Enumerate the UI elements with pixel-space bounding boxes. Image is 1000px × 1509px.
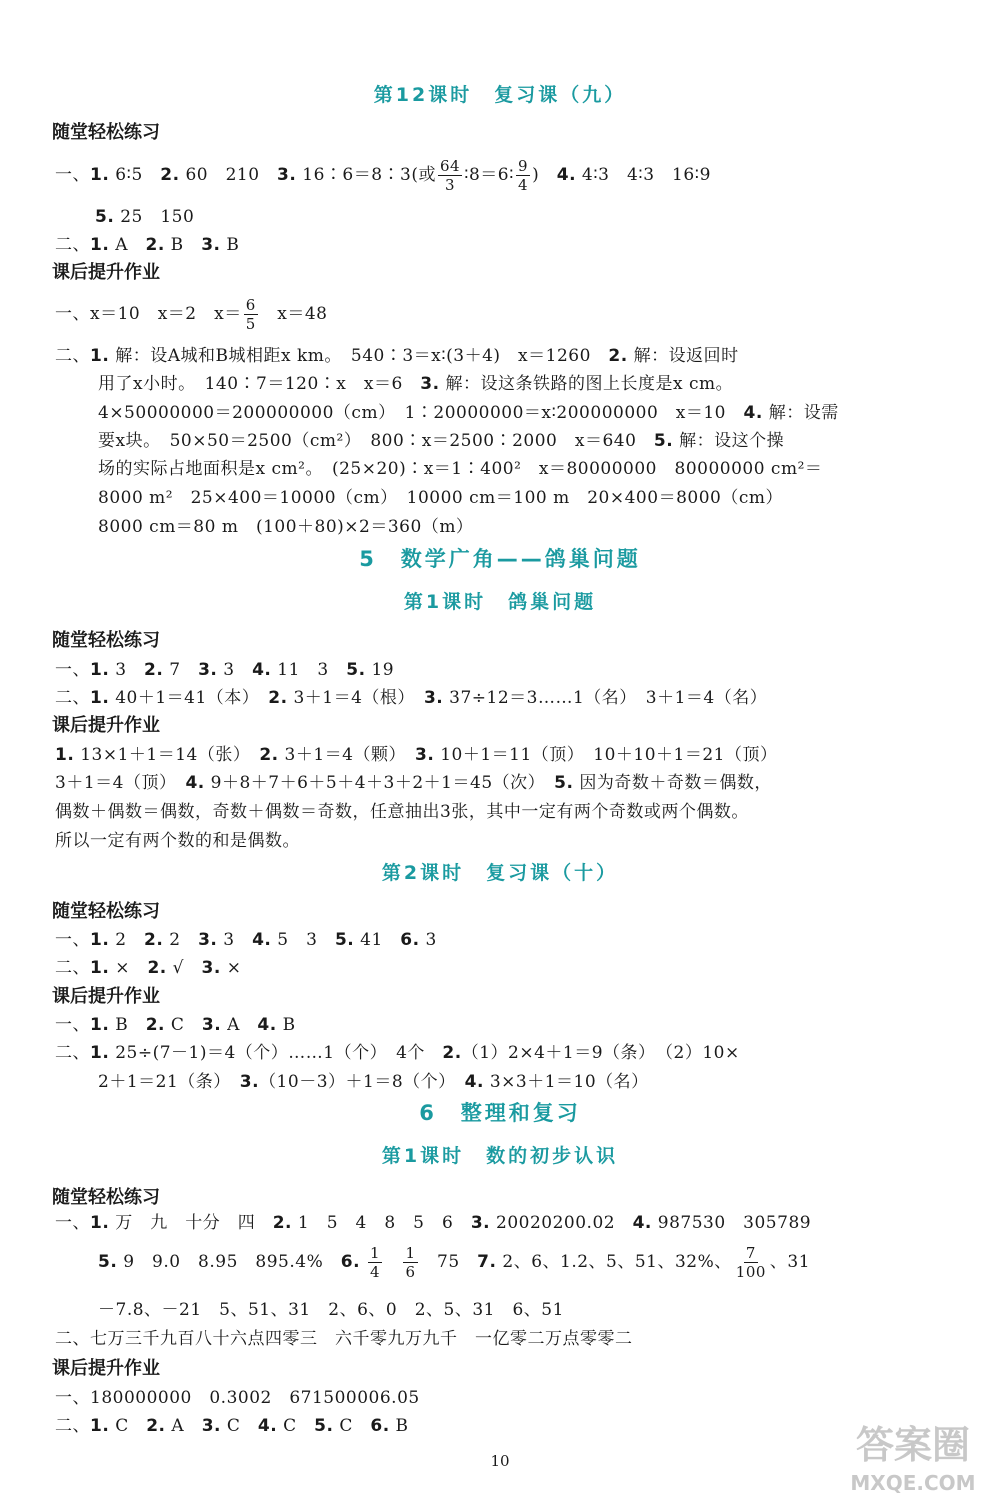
- answer-line: 二、1. × 2. √ 3. ×: [55, 958, 242, 978]
- fraction: $\frac{1}{4}$: [369, 1244, 380, 1281]
- page-number: 10: [490, 1452, 510, 1470]
- fraction: $\frac{6}{5}$: [245, 296, 256, 333]
- unit-title: 6 整理和复习: [419, 1101, 581, 1125]
- answer-line: 1. 13×1＋1＝14（张） 2. 3＋1＝4（颗） 3. 10＋1＝11（顶） 10＋10＋1＝21（顶）: [55, 745, 778, 765]
- answer-line: 二、1. A 2. B 3. B: [55, 235, 240, 255]
- answer-line: 一、1. 2 2. 2 3. 3 4. 5 3 5. 41 6. 3: [55, 930, 437, 950]
- answer-line: 二、七万三千九百八十六点四零三 六千零九万九千 一亿零二万点零零二: [55, 1329, 633, 1349]
- answer-line: 一、180000000 0.3002 671500006.05: [55, 1388, 420, 1408]
- answer-line: 二、1. 25÷(7－1)＝4（个）……1（个） 4个 2.（1）2×4＋1＝9（条） （2）10×: [55, 1043, 740, 1063]
- answer-line: 所以一定有两个数的和是偶数。: [55, 831, 300, 851]
- answer-line: 一、1. 万 九 十分 四 2. 1 5 4 8 5 6 3. 20020200.02 4. 987530 305789: [55, 1213, 812, 1233]
- section-heading: 随堂轻松练习: [52, 901, 160, 922]
- watermark-bottom-text: MXQE.COM: [850, 1471, 976, 1495]
- section-heading: 随堂轻松练习: [52, 1187, 160, 1208]
- fraction: $\frac{64}{3}$: [439, 157, 461, 194]
- answer-line: 一、1. 6∶5 2. 60 210 3. 16∶6＝8∶3(或 $\frac{64}{3}$ ∶8＝6∶ $\frac{9}{4}$ ) 4. 4∶3 4∶3 16∶9: [55, 157, 711, 194]
- answer-line: 一、1. 3 2. 7 3. 3 4. 11 3 5. 19: [55, 660, 395, 680]
- fraction: $\frac{9}{4}$: [518, 157, 529, 194]
- answer-line: 5. 9 9.0 8.95 895.4% 6. $\frac{1}{4}$ $\frac{1}{6}$ 75 7. 2、6、1.2、5、51、32%、 $\frac{7}{100}$ 、31: [98, 1244, 811, 1281]
- answer-line: 5. 25 150: [95, 207, 195, 227]
- watermark-top-text: 答案圈: [855, 1423, 971, 1467]
- answer-line: 8000 cm＝80 m (100＋80)×2＝360（m）: [98, 517, 474, 537]
- lesson-title: 第12课时 复习课（九）: [373, 84, 627, 106]
- answer-line: 二、1. 解：设A城和B城相距x km。 540∶3＝x∶(3＋4) x＝1260 2. 解：设返回时: [55, 346, 739, 366]
- section-heading: 随堂轻松练习: [52, 122, 160, 143]
- unit-title: 5 数学广角——鸽巢问题: [359, 547, 641, 571]
- answer-line: －7.8、－21 5、51、31 2、6、0 2、5、31 6、51: [98, 1300, 564, 1320]
- fraction: $\frac{7}{100}$: [735, 1244, 766, 1281]
- answer-line: 8000 m² 25×400＝10000（cm） 10000 cm＝100 m 20×400＝8000（cm）: [98, 488, 783, 508]
- section-heading: 随堂轻松练习: [52, 630, 160, 651]
- answer-line: 3＋1＝4（顶） 4. 9＋8＋7＋6＋5＋4＋3＋2＋1＝45（次） 5. 因为奇数＋奇数＝偶数，: [55, 773, 772, 793]
- section-heading: 课后提升作业: [52, 986, 160, 1007]
- fraction: $\frac{1}{6}$: [405, 1244, 416, 1281]
- answer-line: 二、1. C 2. A 3. C 4. C 5. C 6. B: [55, 1416, 409, 1436]
- lesson-title: 第1课时 鸽巢问题: [403, 591, 597, 613]
- answer-line: 要x块。 50×50＝2500（cm²） 800∶x＝2500∶2000 x＝640 5. 解：设这个操: [98, 431, 785, 451]
- section-heading: 课后提升作业: [52, 262, 160, 283]
- lesson-title: 第2课时 复习课（十）: [381, 862, 619, 884]
- answer-line: 偶数＋偶数＝偶数，奇数＋偶数＝奇数，任意抽出3张，其中一定有两个奇数或两个偶数。: [55, 802, 749, 822]
- answer-line: 4×50000000＝200000000（cm） 1∶20000000＝x∶200000000 x＝10 4. 解：设需: [98, 403, 839, 423]
- answer-line: 一、x＝10 x＝2 x＝ $\frac{6}{5}$ x＝48: [55, 296, 328, 333]
- answer-line: 用了x小时。 140∶7＝120∶x x＝6 3. 解：设这条铁路的图上长度是x cm。: [98, 374, 734, 394]
- lesson-title: 第1课时 数的初步认识: [381, 1145, 619, 1167]
- watermark-logo: [838, 1410, 988, 1500]
- answer-line: 二、1. 40＋1＝41（本） 2. 3＋1＝4（根） 3. 37÷12＝3……1（名） 3＋1＝4（名）: [55, 688, 768, 708]
- answer-line: 场的实际占地面积是x cm²。 (25×20)∶x＝1∶400² x＝80000000 80000000 cm²＝: [98, 459, 823, 479]
- section-heading: 课后提升作业: [52, 1358, 160, 1379]
- answer-line: 一、1. B 2. C 3. A 4. B: [55, 1015, 296, 1035]
- section-heading: 课后提升作业: [52, 715, 160, 736]
- answer-line: 2＋1＝21（条） 3.（10－3）＋1＝8（个） 4. 3×3＋1＝10（名）: [98, 1072, 649, 1092]
